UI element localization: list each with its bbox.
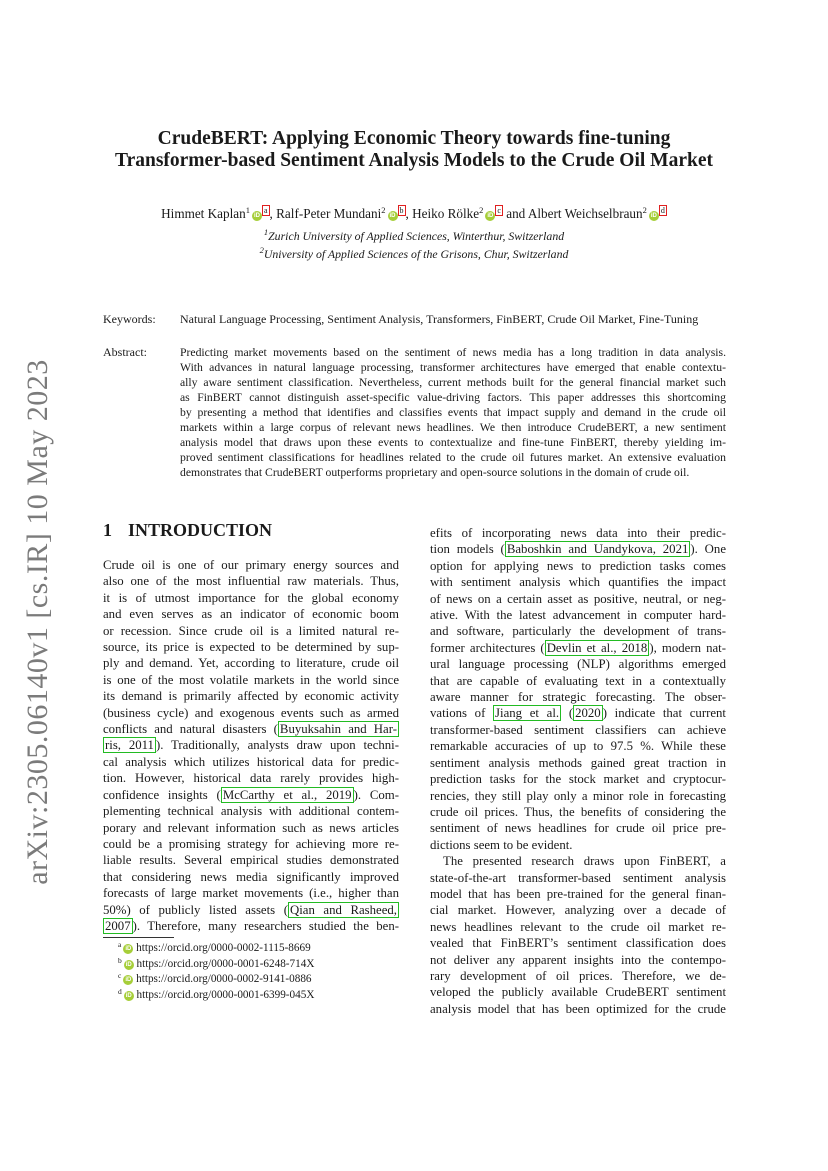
footnotes xyxy=(118,941,314,1003)
citation-link[interactable]: 2007 xyxy=(105,918,131,933)
footnote-mark: a xyxy=(118,940,122,949)
text-run: rencies, they still play only a minor role in forecasting xyxy=(430,788,726,803)
text-line xyxy=(103,721,399,737)
text-line xyxy=(430,525,726,541)
text-run: prediction tasks for the stock market and cryptocur- xyxy=(430,772,726,787)
text-run: plementing technical analysis with additional contem- xyxy=(103,804,399,819)
text-run: former architectures ( xyxy=(430,640,545,655)
affiliation-1 xyxy=(80,229,748,244)
text-run: crude oil prices. Thus, the benefits of considering the xyxy=(430,804,726,819)
orcid-icon: iD xyxy=(487,213,494,219)
text-run: model that has been pre-trained for the general finan- xyxy=(430,886,726,901)
text-line xyxy=(430,607,726,623)
text-line xyxy=(103,639,399,655)
text-line xyxy=(103,606,399,622)
text-line xyxy=(430,738,726,754)
text-line xyxy=(103,688,399,704)
text-line xyxy=(430,984,726,1000)
text-run: 50%) of publicly listed assets ( xyxy=(103,902,288,917)
text-run: ), modern nat- xyxy=(649,640,727,655)
text-line xyxy=(430,673,726,689)
citation-link[interactable]: Buyuksahin and Har- xyxy=(279,722,397,737)
text-line xyxy=(430,640,726,656)
text-run: ply and demand. Yet, according to literature, crude oil xyxy=(103,656,399,671)
text-run: confidence insights ( xyxy=(103,787,221,802)
author-affiliation-number: 2 xyxy=(642,205,647,215)
text-line xyxy=(430,705,726,721)
text-run: cial market. However, analyzing over a decade of xyxy=(430,903,726,918)
text-run: conflicts and natural disasters ( xyxy=(103,722,278,737)
text-line xyxy=(430,968,726,984)
orcid-icon: iD xyxy=(125,992,132,999)
affiliation-number: 1 xyxy=(263,227,269,237)
text-line xyxy=(430,623,726,639)
orcid-url[interactable]: https://orcid.org/0000-0002-9141-0886 xyxy=(136,973,312,985)
text-run: ). Traditionally, analysts draw upon techni- xyxy=(155,738,399,753)
text-run: sentiment analysis methods gained great traction in xyxy=(430,755,726,770)
text-run: liable results. Several empirical studies demonstrated xyxy=(103,853,399,868)
text-run: dictions seem to be evident. xyxy=(430,837,573,852)
abstract-line: analysis model that draws upon these events to contextualize and fine-tune FinBERT, thereby yielding im- xyxy=(180,436,726,450)
left-column-text xyxy=(103,557,399,934)
text-line xyxy=(430,558,726,574)
text-line xyxy=(430,574,726,590)
abstract-line: With advances in natural language processing, transformer architectures have emerged that enable contextu- xyxy=(180,361,726,375)
text-run: and even serves as an indicator of economic boom xyxy=(103,607,399,622)
text-line xyxy=(430,837,726,853)
text-run: ural language processing (NLP) algorithms emerged xyxy=(430,657,726,672)
text-run: veloped the publicly available CrudeBERT sentiment xyxy=(430,985,726,1000)
citation-link[interactable]: Devlin et al., 2018 xyxy=(546,640,648,655)
text-run: vations of xyxy=(430,706,494,721)
text-line xyxy=(430,935,726,951)
orcid-footnote-link[interactable]: d xyxy=(660,206,665,215)
text-line xyxy=(103,902,399,918)
text-line xyxy=(103,803,399,819)
orcid-icon: iD xyxy=(650,213,657,219)
text-line xyxy=(103,557,399,573)
orcid-icon: iD xyxy=(125,961,132,968)
text-run: porary and relevant information such as news articles xyxy=(103,820,399,835)
author-name: Albert Weichselbraun xyxy=(527,206,643,221)
text-line xyxy=(103,754,399,770)
text-run: also one of the most influential raw materials. Thus, xyxy=(103,574,399,589)
section-heading xyxy=(103,520,272,541)
text-line xyxy=(430,689,726,705)
text-line xyxy=(430,788,726,804)
section-number: 1 xyxy=(103,520,112,540)
text-run: not deliver any apparent insights into the contempo- xyxy=(430,952,726,967)
text-run: transformer-based sentiment classifiers can achieve xyxy=(430,722,726,737)
orcid-footnote-link[interactable]: a xyxy=(263,206,268,215)
section-title-text: INTRODUCTION xyxy=(128,520,273,540)
text-run: its demand is primarily affected by economic activity xyxy=(103,689,399,704)
orcid-icon: iD xyxy=(389,213,396,219)
footnote xyxy=(118,957,314,973)
citation-link[interactable]: ris, 2011 xyxy=(105,738,154,753)
text-line xyxy=(103,787,399,803)
text-line xyxy=(430,919,726,935)
footnote-mark: d xyxy=(118,986,122,996)
abstract-line: demonstrates that CrudeBERT outperforms proprietary and open-source solutions in the domain of crude oil. xyxy=(180,466,690,480)
text-run: that considering news media significantly improved xyxy=(103,869,399,884)
text-run: forecasts of large market movements (i.e., higher than xyxy=(103,886,399,901)
paper-title xyxy=(80,128,748,172)
text-line xyxy=(103,852,399,868)
text-line xyxy=(430,541,726,557)
affiliation-2 xyxy=(80,247,748,262)
text-line xyxy=(430,771,726,787)
text-run: and software, particularly the development of trans- xyxy=(430,624,726,639)
author-affiliation-number: 2 xyxy=(479,205,484,215)
text-line xyxy=(430,1001,726,1017)
text-line xyxy=(103,885,399,901)
text-line xyxy=(430,591,726,607)
abstract-line: ally aware sentiment classification. Nevertheless, current methods built for the general financial market such xyxy=(180,376,726,390)
author-name: Heiko Rölke xyxy=(412,206,480,221)
author-separator: and xyxy=(502,206,528,221)
text-line xyxy=(103,820,399,836)
author-separator: , xyxy=(405,206,413,221)
text-run: ative. With the latest advancement in computer hard- xyxy=(430,608,726,623)
text-line xyxy=(430,820,726,836)
text-line xyxy=(103,672,399,688)
text-run: (business cycle) and exogenous events such as armed xyxy=(103,705,399,720)
orcid-url[interactable]: https://orcid.org/0000-0001-6399-045X xyxy=(136,988,315,1001)
text-run: source, its price is expected to be determined by sup- xyxy=(103,640,399,655)
text-run: tion. However, historical data rarely provides high- xyxy=(103,771,399,786)
text-line xyxy=(430,886,726,902)
footnote xyxy=(118,972,314,988)
orcid-icon: iD xyxy=(125,977,132,983)
abstract-line: as FinBERT cannot distinguish asset-specific value-driving factors. This paper addresses this shortcoming xyxy=(180,391,726,405)
text-run: it is of utmost importance for the global economy xyxy=(103,590,399,605)
text-run: rary development of oil prices. Therefore, we de- xyxy=(430,968,726,983)
footnote-mark: c xyxy=(118,971,122,980)
text-line xyxy=(430,952,726,968)
author-affiliation-number: 2 xyxy=(381,205,386,215)
citation-link[interactable]: Jiang et al. xyxy=(495,706,560,721)
text-run: ). One xyxy=(690,542,726,557)
text-run: vealed that FinBERT’s sentiment classification does xyxy=(430,936,726,951)
title-line-2: Transformer-based Sentiment Analysis Models to the Crude Oil Market xyxy=(115,150,713,171)
text-run: ). Com- xyxy=(353,787,400,802)
author-name: Himmet Kaplan xyxy=(161,206,246,221)
text-line xyxy=(430,853,726,869)
author-list xyxy=(80,206,748,222)
text-line xyxy=(103,590,399,606)
abstract-label: Abstract: xyxy=(103,345,147,359)
arxiv-stamp xyxy=(18,359,58,885)
text-line xyxy=(103,869,399,885)
abstract-line: Predicting market movements based on the sentiment of news media has a long tradition in data analysis. xyxy=(180,346,726,359)
text-line xyxy=(430,902,726,918)
title-line-1: CrudeBERT: Applying Economic Theory towards fine-tuning xyxy=(157,128,671,149)
text-run: Crude oil is one of our primary energy sources and xyxy=(103,558,399,572)
text-run: remarkable accuracies of up to 97.5 %. While these xyxy=(430,739,726,754)
author-name: Ralf-Peter Mundani xyxy=(276,206,382,221)
citation-link[interactable]: Qian and Rasheed, xyxy=(289,902,397,917)
text-line xyxy=(430,755,726,771)
footnote-rule xyxy=(103,937,174,938)
abstract-line: markets within a large corpus of relevant news headlines. We then introduce CrudeBERT, a new sentiment xyxy=(180,421,726,435)
footnote xyxy=(118,941,314,957)
text-line xyxy=(103,573,399,589)
orcid-footnote-link[interactable]: c xyxy=(497,206,501,215)
affiliation-text: Zurich University of Applied Sciences, Winterthur, Switzerland xyxy=(268,229,565,243)
text-run: could be a promising strategy for achieving more re- xyxy=(103,836,399,851)
text-run: tion models ( xyxy=(430,542,505,557)
footnote-mark: b xyxy=(118,955,122,965)
text-run: ( xyxy=(561,706,574,721)
text-line xyxy=(103,770,399,786)
text-line xyxy=(103,705,399,721)
text-run: ) indicate that current xyxy=(602,706,726,721)
text-run: aware manner for strategic forecasting. The obser- xyxy=(430,690,726,705)
orcid-footnote-link[interactable]: b xyxy=(399,206,404,215)
text-run: sentiment of news headlines for crude oil price pre- xyxy=(430,821,726,836)
text-line xyxy=(103,655,399,671)
citation-link[interactable]: Baboshkin and Uandykova, 2021 xyxy=(506,542,689,557)
text-run: news headlines relevant to the crude oil market re- xyxy=(430,919,726,934)
citation-link[interactable]: 2020 xyxy=(575,706,601,721)
affiliation-text: University of Applied Sciences of the Grisons, Chur, Switzerland xyxy=(263,247,569,261)
affiliation-number: 2 xyxy=(259,245,264,255)
citation-link[interactable]: McCarthy et al., 2019 xyxy=(222,787,352,802)
author-separator: , xyxy=(269,206,277,221)
keywords-text: Natural Language Processing, Sentiment Analysis, Transformers, FinBERT, Crude Oil Market, Fine-Tuning xyxy=(180,312,699,326)
orcid-icon: iD xyxy=(253,213,260,219)
text-run: analysis model that has been optimized for the crude xyxy=(430,1001,726,1016)
text-line xyxy=(430,722,726,738)
text-line xyxy=(103,836,399,852)
text-run: The presented research draws upon FinBERT, a xyxy=(443,854,726,869)
text-run: with sentiment analysis which quantifies the impact xyxy=(430,575,726,590)
text-line xyxy=(430,656,726,672)
text-line xyxy=(103,918,399,934)
text-run: is one of the most volatile markets in the world since xyxy=(103,672,399,687)
text-run: option for applying news to prediction tasks comes xyxy=(430,558,726,573)
text-run: of news on a certain asset as positive, neutral, or neg- xyxy=(430,591,726,606)
text-run: efits of incorporating news data into their predic- xyxy=(430,526,726,540)
text-line xyxy=(430,870,726,886)
orcid-url[interactable]: https://orcid.org/0000-0001-6248-714X xyxy=(136,957,315,970)
abstract-line: by presenting a method that identifies and classifies events that impact supply and demand in the crude oil xyxy=(180,406,726,420)
footnote xyxy=(118,988,314,1004)
text-run: cal analysis which utilizes historical data for predic- xyxy=(103,754,399,769)
abstract-line: proved sentiment classifications for headlines related to the crude oil futures market. An extensive evaluation xyxy=(180,451,726,465)
author-affiliation-number: 1 xyxy=(245,205,250,215)
text-line xyxy=(103,737,399,753)
abstract-body xyxy=(180,345,726,480)
orcid-icon: iD xyxy=(125,946,132,952)
arxiv-stamp-text: arXiv:2305.06140v1 [cs.IR] 10 May 2023 xyxy=(21,359,54,885)
orcid-url[interactable]: https://orcid.org/0000-0002-1115-8669 xyxy=(136,942,311,954)
keywords-label: Keywords: xyxy=(103,312,156,326)
text-line xyxy=(103,623,399,639)
text-run: or recession. Since crude oil is a limited natural re- xyxy=(103,623,399,638)
text-run: ). Therefore, many researchers studied the ben- xyxy=(132,918,399,933)
text-run: that are capable of evaluating text in a contextually xyxy=(430,673,726,688)
text-line xyxy=(430,804,726,820)
text-run: state-of-the-art transformer-based sentiment analysis xyxy=(430,870,726,885)
right-column-text xyxy=(430,525,726,1017)
